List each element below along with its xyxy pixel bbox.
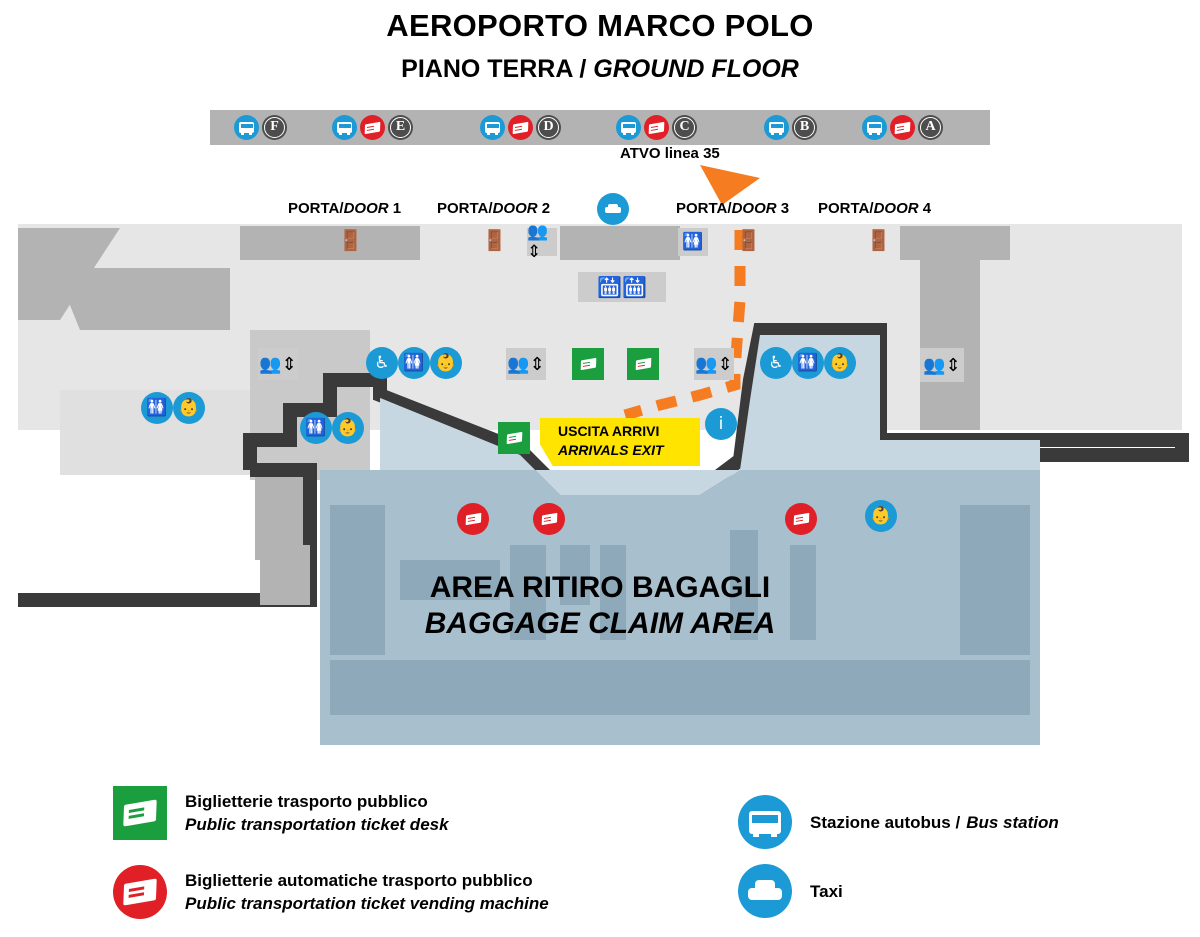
ticket-vending-icon[interactable] bbox=[457, 503, 489, 535]
bus-icon bbox=[764, 115, 789, 140]
legend-label-it: Stazione autobus / bbox=[810, 812, 961, 832]
bus-icon bbox=[480, 115, 505, 140]
stop-letter-text: E bbox=[390, 117, 411, 138]
stop-letter-text: F bbox=[264, 117, 285, 138]
ticket-vending-icon[interactable] bbox=[533, 503, 565, 535]
stop-letter bbox=[918, 115, 943, 140]
door-label-it: PORTA/ bbox=[676, 200, 732, 217]
bus-icon bbox=[862, 115, 887, 140]
door-number: 3 bbox=[780, 200, 790, 217]
door-number: 4 bbox=[922, 200, 932, 217]
baby-change-icon[interactable]: 👶 bbox=[430, 347, 462, 379]
stop-letter bbox=[672, 115, 697, 140]
bus-stop-bar bbox=[210, 110, 990, 145]
door-label-3 bbox=[676, 200, 789, 217]
legend-item-ticket-desk bbox=[113, 786, 449, 840]
restroom-icon[interactable]: 🚻 bbox=[792, 347, 824, 379]
ticket-vending-icon bbox=[644, 115, 669, 140]
baggage-claim-label bbox=[340, 570, 860, 642]
bus-icon bbox=[332, 115, 357, 140]
arrivals-exit-en: ARRIVALS EXIT bbox=[558, 442, 664, 458]
bus-stop-A[interactable] bbox=[862, 115, 943, 140]
accessible-restroom-icon[interactable]: ♿ bbox=[760, 347, 792, 379]
elevator-icon: 👥⇕ bbox=[694, 348, 734, 380]
restroom-icon: 🚻 bbox=[678, 228, 708, 256]
elevator-icon: 👥⇕ bbox=[527, 228, 557, 256]
door-label-en: DOOR bbox=[873, 200, 919, 217]
legend-label-en: Public transportation ticket vending machine bbox=[185, 894, 549, 913]
ticket-desk-icon bbox=[113, 786, 167, 840]
door-label-2 bbox=[437, 200, 550, 217]
restroom-icon[interactable]: 🚻 bbox=[398, 347, 430, 379]
restroom-icon[interactable]: 🚻 bbox=[300, 412, 332, 444]
baby-change-icon[interactable]: 👶 bbox=[865, 500, 897, 532]
baby-change-icon[interactable]: 👶 bbox=[824, 347, 856, 379]
stop-letter-text: B bbox=[794, 117, 815, 138]
bus-icon bbox=[738, 795, 792, 849]
page-title: AEROPORTO MARCO POLO bbox=[386, 8, 814, 43]
door-label-1 bbox=[288, 200, 401, 217]
exit-door-icon: 🚪 bbox=[338, 228, 363, 252]
subtitle-en: GROUND FLOOR bbox=[593, 55, 799, 83]
exit-door-icon: 🚪 bbox=[482, 228, 507, 252]
arrivals-exit-banner bbox=[540, 418, 700, 466]
stop-letter bbox=[388, 115, 413, 140]
legend-item-bus-station bbox=[738, 795, 1059, 849]
information-icon[interactable]: i bbox=[705, 408, 737, 440]
exit-door-icon: 🚪 bbox=[866, 228, 891, 252]
ticket-desk-icon[interactable] bbox=[498, 422, 530, 454]
ticket-desk-icon[interactable] bbox=[572, 348, 604, 380]
bus-icon bbox=[616, 115, 641, 140]
legend-label-en: Public transportation ticket desk bbox=[185, 815, 449, 834]
ticket-vending-icon[interactable] bbox=[785, 503, 817, 535]
ticket-vending-icon bbox=[360, 115, 385, 140]
legend-item-ticket-vending bbox=[113, 865, 549, 919]
stop-letter bbox=[792, 115, 817, 140]
door-number: 1 bbox=[392, 200, 402, 217]
door-label-it: PORTA/ bbox=[818, 200, 874, 217]
elevator-icon: 👥⇕ bbox=[920, 348, 964, 382]
taxi-icon bbox=[738, 864, 792, 918]
restroom-icon[interactable]: 🚻 bbox=[141, 392, 173, 424]
ticket-vending-icon bbox=[508, 115, 533, 140]
door-label-it: PORTA/ bbox=[437, 200, 493, 217]
baby-change-icon[interactable]: 👶 bbox=[332, 412, 364, 444]
baggage-claim-it: AREA RITIRO BAGAGLI bbox=[429, 571, 771, 604]
atvo-route-label: ATVO linea 35 bbox=[620, 145, 720, 162]
exit-door-icon: 🚪 bbox=[736, 228, 761, 252]
legend-label-en: Bus station bbox=[966, 812, 1059, 832]
bus-stop-B[interactable] bbox=[764, 115, 817, 140]
door-label-en: DOOR bbox=[731, 200, 777, 217]
taxi-icon[interactable] bbox=[597, 193, 629, 225]
legend-label-it: Biglietterie automatiche trasporto pubblico bbox=[185, 871, 533, 890]
door-label-it: PORTA/ bbox=[288, 200, 344, 217]
door-label-en: DOOR bbox=[492, 200, 538, 217]
legend-label-it: Biglietterie trasporto pubblico bbox=[185, 792, 428, 811]
door-label-en: DOOR bbox=[343, 200, 389, 217]
ticket-vending-icon bbox=[113, 865, 167, 919]
ticket-desk-icon[interactable] bbox=[627, 348, 659, 380]
elevator-icon: 👥⇕ bbox=[258, 348, 298, 380]
accessible-restroom-icon[interactable]: ♿ bbox=[366, 347, 398, 379]
legend-item-taxi bbox=[738, 864, 843, 918]
bus-stop-F[interactable] bbox=[234, 115, 287, 140]
bus-stop-C[interactable] bbox=[616, 115, 697, 140]
bus-stop-E[interactable] bbox=[332, 115, 413, 140]
ticket-vending-icon bbox=[890, 115, 915, 140]
stop-letter-text: C bbox=[674, 117, 695, 138]
bus-icon bbox=[234, 115, 259, 140]
baby-change-icon[interactable]: 👶 bbox=[173, 392, 205, 424]
escalator-icon: 🛗🛗 bbox=[578, 272, 666, 302]
stop-letter bbox=[536, 115, 561, 140]
subtitle-it: PIANO TERRA / bbox=[401, 55, 587, 83]
stop-letter bbox=[262, 115, 287, 140]
legend-label-it: Taxi bbox=[810, 881, 843, 901]
arrivals-exit-it: USCITA ARRIVI bbox=[558, 423, 660, 439]
stop-letter-text: A bbox=[920, 117, 941, 138]
bus-stop-D[interactable] bbox=[480, 115, 561, 140]
door-number: 2 bbox=[541, 200, 551, 217]
door-label-4 bbox=[818, 200, 931, 217]
elevator-icon: 👥⇕ bbox=[506, 348, 546, 380]
stop-letter-text: D bbox=[538, 117, 559, 138]
baggage-claim-en: BAGGAGE CLAIM AREA bbox=[424, 607, 776, 640]
